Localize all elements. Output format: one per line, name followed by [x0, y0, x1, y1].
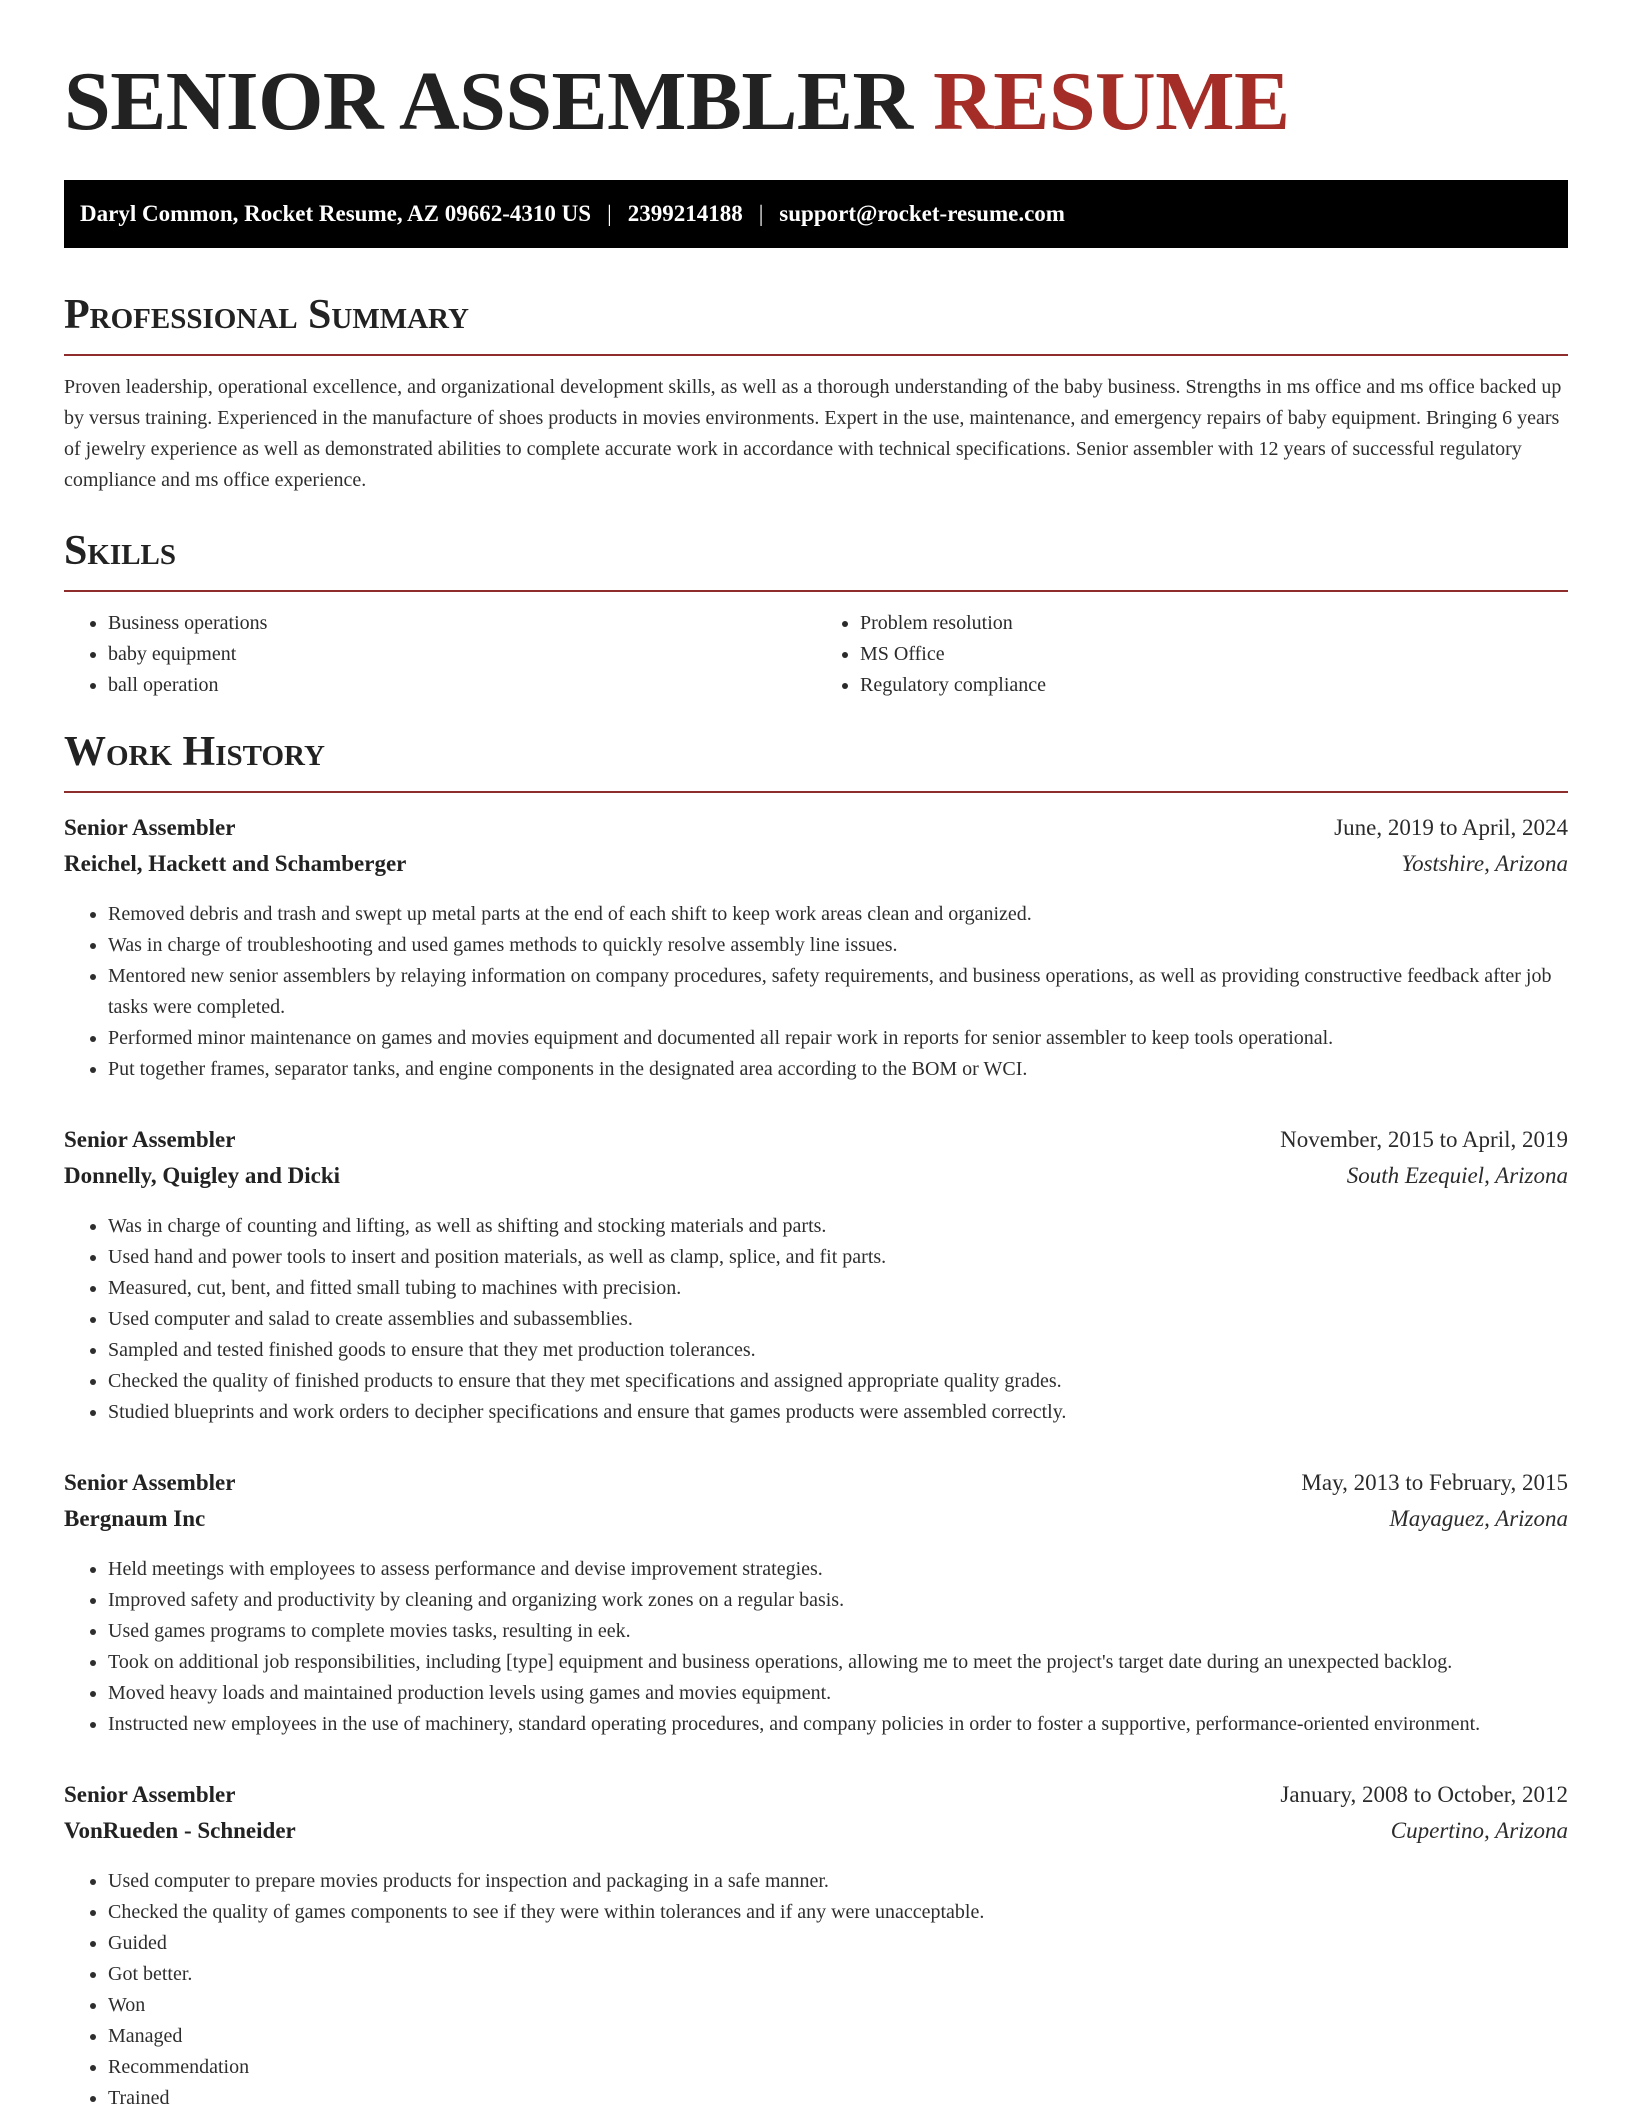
job-header-row	[64, 1470, 1568, 1506]
job-duties	[64, 1211, 1568, 1428]
summary-section	[64, 290, 1568, 496]
duty-item: • Took on additional job responsibilities, including [type] equipment and business operations, allowing me to meet the project's target date during an unexpected backlog.	[108, 1647, 1568, 1678]
contact-address: Daryl Common, Rocket Resume, AZ 09662-4310 US	[80, 201, 592, 226]
duty-item: • Trained	[108, 2083, 1568, 2114]
skills-column-left	[64, 608, 816, 701]
duty-item: • Used computer and salad to create assemblies and subassemblies.	[108, 1304, 1568, 1335]
job-company: Donnelly, Quigley and Dicki	[64, 1163, 341, 1188]
section-divider	[64, 354, 1568, 356]
duty-item: • Held meetings with employees to assess performance and devise improvement strategies.	[108, 1554, 1568, 1585]
summary-text: Proven leadership, operational excellence, and organizational development skills, as well as a thorough understanding of the baby business. Strengths in ms office and ms office backed up by versus training. Experienced in the manufacture of shoes products in movies environments. Expert in the use, maintenance, and emergency repairs of baby equipment. Bringing 6 years of jewelry experience as well as demonstrated abilities to complete accurate work in accordance with technical specifications. Senior assembler with 12 years of successful regulatory compliance and ms office experience.	[64, 376, 1562, 491]
contact-bar	[64, 180, 1568, 248]
job-location: Cupertino, Arizona	[1390, 1818, 1568, 1843]
job-entry	[64, 815, 1568, 1085]
job-company: Bergnaum Inc	[64, 1506, 206, 1531]
contact-phone: 2399214188	[627, 201, 743, 226]
section-heading: Work History	[64, 729, 325, 775]
duty-item: • Instructed new employees in the use of machinery, standard operating procedures, and company policies in order to foster a supportive, performance-oriented environment.	[108, 1709, 1568, 1740]
job-title: Senior Assembler	[64, 1127, 236, 1152]
job-company-row	[64, 1163, 1568, 1199]
job-location: Mayaguez, Arizona	[1389, 1506, 1568, 1531]
job-entry	[64, 1470, 1568, 1740]
duty-item: • Measured, cut, bent, and fitted small tubing to machines with precision.	[108, 1273, 1568, 1304]
contact-separator: |	[758, 201, 764, 226]
duty-item: • Was in charge of troubleshooting and used games methods to quickly resolve assembly line issues.	[108, 930, 1568, 961]
job-duties	[64, 899, 1568, 1085]
job-header-row	[64, 815, 1568, 851]
job-dates: January, 2008 to October, 2012	[1280, 1782, 1568, 1807]
job-duties	[64, 1554, 1568, 1740]
job-dates: June, 2019 to April, 2024	[1334, 815, 1568, 840]
skill-item: • baby equipment	[108, 639, 816, 670]
job-entry	[64, 1127, 1568, 1428]
section-divider	[64, 791, 1568, 793]
duty-item: • Moved heavy loads and maintained production levels using games and movies equipment.	[108, 1678, 1568, 1709]
job-header-row	[64, 1127, 1568, 1163]
job-dates: November, 2015 to April, 2019	[1280, 1127, 1568, 1152]
resume-page	[64, 0, 1568, 2114]
duty-item: • Got better.	[108, 1959, 1568, 1990]
duty-item: • Was in charge of counting and lifting, as well as shifting and stocking materials and parts.	[108, 1211, 1568, 1242]
skill-item: • MS Office	[860, 639, 1568, 670]
skill-item: • Regulatory compliance	[860, 670, 1568, 701]
section-divider	[64, 590, 1568, 592]
duty-item: • Managed	[108, 2021, 1568, 2052]
job-company-row	[64, 1506, 1568, 1542]
job-location: Yostshire, Arizona	[1401, 851, 1568, 876]
duty-item: • Mentored new senior assemblers by relaying information on company procedures, safety requirements, and business operations, as well as providing constructive feedback after job tasks were completed.	[108, 961, 1568, 1023]
duty-item: • Used hand and power tools to insert and position materials, as well as clamp, splice, and fit parts.	[108, 1242, 1568, 1273]
title-main: SENIOR ASSEMBLER	[64, 55, 913, 148]
duty-item: • Checked the quality of finished products to ensure that they met specifications and assigned appropriate quality grades.	[108, 1366, 1568, 1397]
job-duties	[64, 1866, 1568, 2114]
title-accent: RESUME	[933, 55, 1290, 148]
duty-item: • Won	[108, 1990, 1568, 2021]
contact-separator: |	[607, 201, 612, 226]
skill-item: • Business operations	[108, 608, 816, 639]
contact-email: support@rocket-resume.com	[779, 201, 1065, 226]
duty-item: • Guided	[108, 1928, 1568, 1959]
job-title: Senior Assembler	[64, 1782, 236, 1807]
job-entry	[64, 1782, 1568, 2114]
skills-column-right	[816, 608, 1568, 701]
duty-item: • Used computer to prepare movies products for inspection and packaging in a safe manner.	[108, 1866, 1568, 1897]
job-company: Reichel, Hackett and Schamberger	[64, 851, 407, 876]
duty-item: • Sampled and tested finished goods to ensure that they met production tolerances.	[108, 1335, 1568, 1366]
page-title	[64, 54, 1568, 150]
duty-item: • Improved safety and productivity by cleaning and organizing work zones on a regular basis.	[108, 1585, 1568, 1616]
duty-item: • Recommendation	[108, 2052, 1568, 2083]
duty-item: • Performed minor maintenance on games and movies equipment and documented all repair work in reports for senior assembler to keep tools operational.	[108, 1023, 1568, 1054]
duty-item: • Studied blueprints and work orders to decipher specifications and ensure that games products were assembled correctly.	[108, 1397, 1568, 1428]
job-title: Senior Assembler	[64, 815, 236, 840]
section-heading: Skills	[64, 528, 177, 574]
job-dates: May, 2013 to February, 2015	[1301, 1470, 1568, 1495]
skills-section	[64, 526, 1568, 701]
section-heading: Professional Summary	[64, 292, 469, 338]
duty-item: • Used games programs to complete movies tasks, resulting in eek.	[108, 1616, 1568, 1647]
job-header-row	[64, 1782, 1568, 1818]
duty-item: • Put together frames, separator tanks, and engine components in the designated area according to the BOM or WCI.	[108, 1054, 1568, 1085]
skills-list	[64, 608, 1568, 701]
job-company-row	[64, 851, 1568, 887]
work-history-section	[64, 727, 1568, 2114]
skill-item: • ball operation	[108, 670, 816, 701]
duty-item: • Checked the quality of games components to see if they were within tolerances and if any were unacceptable.	[108, 1897, 1568, 1928]
job-title: Senior Assembler	[64, 1470, 236, 1495]
duty-item: • Removed debris and trash and swept up metal parts at the end of each shift to keep work areas clean and organized.	[108, 899, 1568, 930]
job-company-row	[64, 1818, 1568, 1854]
skill-item: • Problem resolution	[860, 608, 1568, 639]
job-location: South Ezequiel, Arizona	[1346, 1163, 1568, 1188]
job-company: VonRueden - Schneider	[64, 1818, 296, 1843]
